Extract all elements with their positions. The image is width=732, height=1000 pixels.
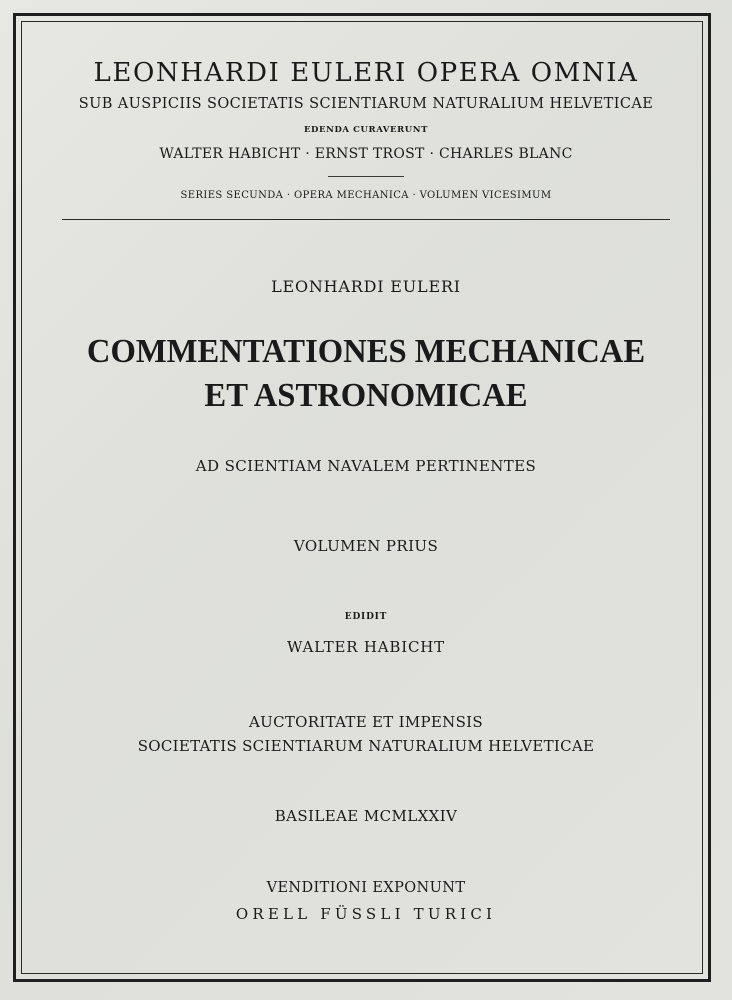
inner-border-frame	[21, 21, 703, 974]
author-name: LEONHARDI EULERI	[271, 277, 461, 296]
place-and-year: BASILEAE MCMLXXIV	[274, 807, 458, 825]
auctoritate-line-2: SOCIETATIS SCIENTIARUM NATURALIUM HELVETICAE	[137, 737, 595, 755]
header-divider	[62, 219, 670, 220]
series-title: LEONHARDI EULERI OPERA OMNIA	[93, 58, 639, 88]
venditioni-exponunt: VENDITIONI EXPONUNT	[266, 880, 466, 896]
main-title-line-2: ET ASTRONOMICAE	[204, 377, 528, 414]
volume-label: VOLUMEN PRIUS	[293, 537, 439, 555]
series-editors: WALTER HABICHT · ERNST TROST · CHARLES BLANC	[159, 146, 573, 162]
auctoritate-line-1: AUCTORITATE ET IMPENSIS	[249, 713, 483, 731]
subtitle: AD SCIENTIAM NAVALEM PERTINENTES	[195, 457, 537, 475]
short-divider	[328, 176, 404, 177]
volume-editor: WALTER HABICHT	[287, 638, 445, 656]
series-volume-line: SERIES SECUNDA · OPERA MECHANICA · VOLUMEN VICESIMUM	[180, 190, 552, 201]
edidit-label: EDIDIT	[344, 612, 388, 622]
main-title-line-1: COMMENTATIONES MECHANICAE	[86, 333, 646, 370]
publisher-name: ORELL FÜSSLI TURICI	[235, 905, 497, 923]
edenda-curaverunt: EDENDA CURAVERUNT	[303, 125, 429, 135]
sub-auspiciis-line: SUB AUSPICIIS SOCIETATIS SCIENTIARUM NATURALIUM HELVETICAE	[78, 96, 654, 112]
